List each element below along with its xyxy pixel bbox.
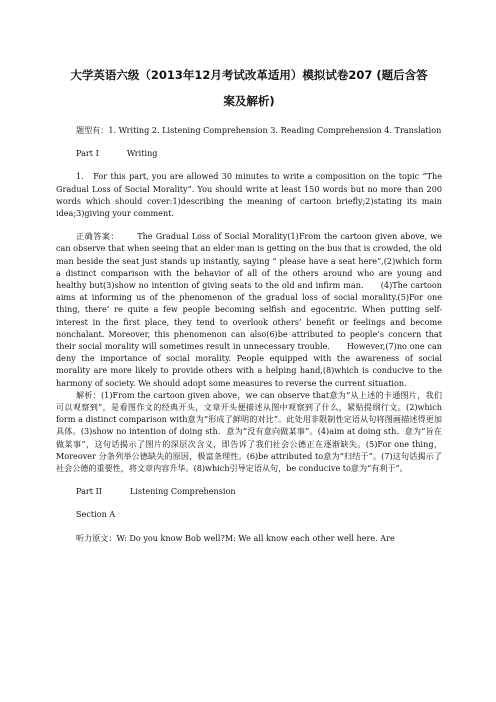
part-two-name: Listening Comprehension — [130, 486, 236, 497]
listening-transcript: 听力原文：W: Do you know Bob well?M: We all know each other well here. Are — [76, 532, 395, 543]
answer-label: 正确答案： — [76, 231, 120, 242]
question-1: 1. For this part, you are allowed 30 minutes to write a composition on the topic “The Gradual Loss of Social Morality”. You should write at least 150 words but no more than 200 words which should cover:1)describing the meaning of cartoon briefly;2)stating its main idea;3)giving your comment. — [56, 171, 442, 219]
title-line-1: 大学英语六级（2013年12月考试改革适用）模拟试卷207 (题后含答 — [70, 68, 428, 82]
document-title — [56, 62, 442, 114]
part-two-label: Part II — [76, 486, 102, 497]
analysis-block: 解析：(1)From the cartoon given above，we can observe that意为“从上述的卡通图片，我们可以观察到”，是看图作文的经典开头，文章开头便描述从图中观察到了什么，紧贴提纲行文。(2)which form a distinct comparison with意为“形成了鲜明的对比”。此处用非限制性定语从句将图画描述得更加具体。(3)show no intention of doing sth．意为“没有意向做某事”。(4)aim at doing sth．意为“旨在做某事”，这句话揭示了图片的深层次含义，即告诉了我们社会公德正在逐渐缺失。(5)For one thing，Moreover 分条列举公德缺失的原因，极富条理性。(6)be attributed to意为“归结于”。(7)这句话揭示了社会公德的重要性，将文章内容升华。(8)which引导定语从句，be conducive to意为“有利于”。 — [56, 389, 442, 474]
title-line-2: 案及解析) — [223, 94, 275, 108]
part-one-heading — [56, 147, 442, 159]
answer-text: The Gradual Loss of Social Morality(1)From the cartoon given above, we can observe that when seeing that an elder man is getting on the bus that is crowded, the old man beside the seat just stands up instantly, saying “ please have a seat here”,(2)which form a distinct comparison with the behavior of all of the others around who are young and healthy but(3)show no intention of giving seats to the old and infirm man. (4)The cartoon aims at informing us of the phenomenon of the gradual loss of social morality.(5)For one thing, there’ re quite a few people becoming selfish and egocentric. When putting self-interest in the first place, they tend to overlook others’ benefit or feelings and become nonchalant. Moreover, this phenomenon can also(6)be attributed to people’s concern that their social morality will sometimes result in unnecessary trouble. However,(7)no one can deny the importance of social morality. People equipped with the awareness of social morality are more likely to provide others with a helping hand,(8)which is conducive to the harmony of society. We should adopt some measures to reverse the current situation. — [56, 231, 442, 388]
question-types: 题型有：1. Writing 2. Listening Comprehension 3. Reading Comprehension 4. Translation — [76, 125, 442, 135]
part-two-heading — [56, 485, 442, 497]
part-one-label: Part I — [76, 148, 99, 159]
answer-block — [56, 230, 442, 389]
part-one-name: Writing — [126, 148, 158, 159]
section-a-heading: Section A — [76, 509, 116, 520]
